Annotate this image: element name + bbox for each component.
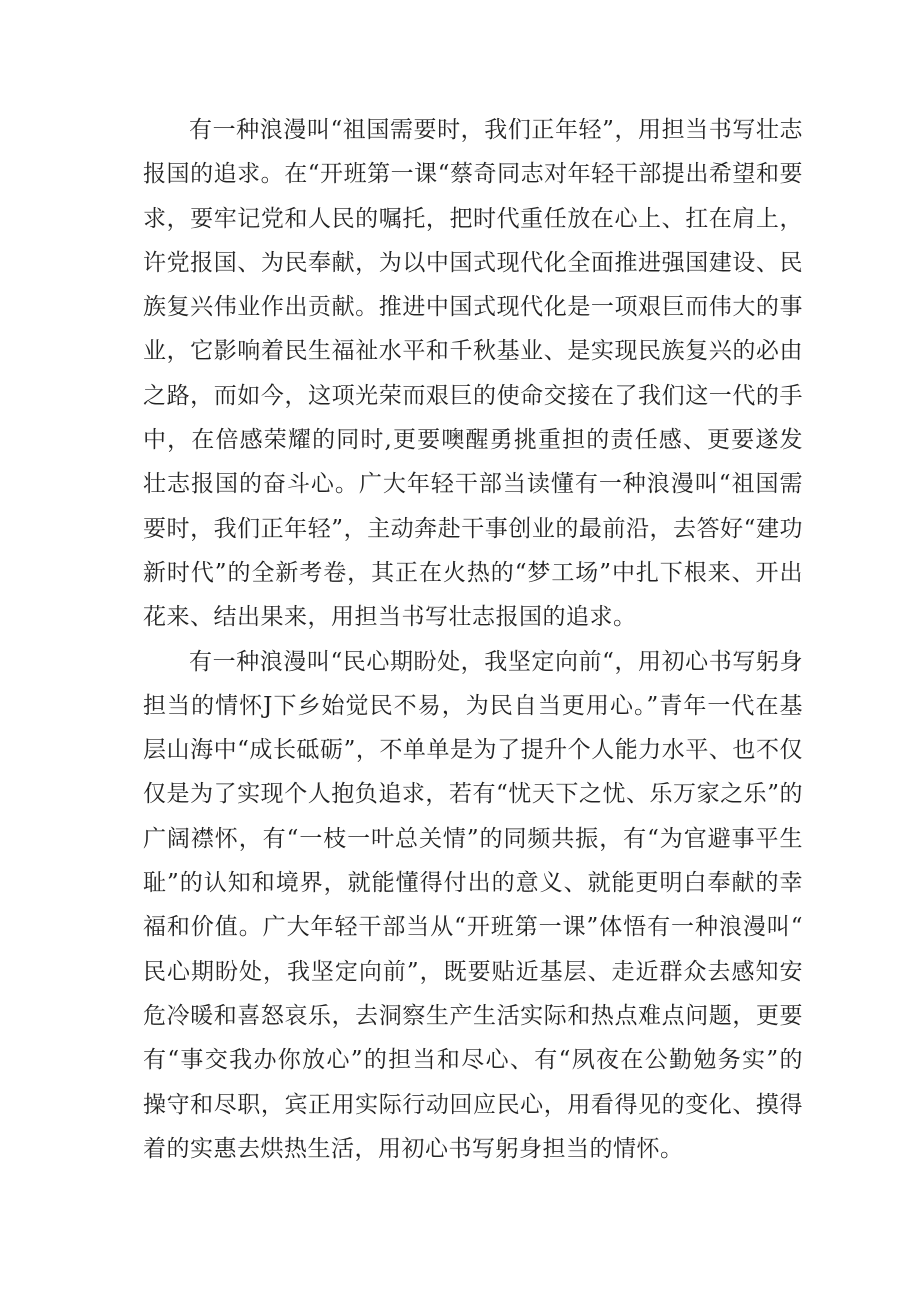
document-body: [143, 108, 803, 1171]
paragraph-1: 有一种浪漫叫“祖国需要时，我们正年轻”，用担当书写壮志报国的追求。在“开班第一课“蔡奇同志对年轻干部提出希望和要求，要牢记党和人民的嘱托，把时代重任放在心上、扛在肩上，许党报国、为民奉献，为以中国式现代化全面推进强国建设、民族复兴伟业作出贡献。推进中国式现代化是一项艰巨而伟大的事业，它影响着民生福祉水平和千秋基业、是实现民族复兴的必由之路，而如今，这项光荣而艰巨的使命交接在了我们这一代的手中，在倍感荣耀的同时,更要噢醒勇挑重担的责任感、更要遂发壮志报国的奋斗心。广大年轻干部当读懂有一种浪漫叫“祖国需要时，我们正年轻”，主动奔赴干事创业的最前沿，去答好“建功新时代”的全新考卷，其正在火热的“梦工场”中扎下根来、开出花来、结出果来，用担当书写壮志报国的追求。: [143, 117, 803, 631]
paragraph-2: 有一种浪漫叫“民心期盼处，我坚定向前“，用初心书写躬身担当的情怀J下乡始觉民不易，为民自当更用心。”青年一代在基层山海中“成长砥砺”，不单单是为了提升个人能力水平、也不仅仅是为了实现个人抱负追求，若有“忧天下之忧、乐万家之乐”的广阔襟怀，有“一枝一叶总关情”的同频共振，有“为官避事平生耻”的认知和境界，就能懂得付出的意义、就能更明白奉献的幸福和价值。广大年轻干部当从“开班第一课”体悟有一种浪漫叫“民心期盼处，我坚定向前”，既要贴近基层、走近群众去感知安危冷暖和喜怒哀乐，去洞察生产生活实际和热点难点问题，更要有“事交我办你放心”的担当和尽心、有“夙夜在公勤勉务实”的操守和尽职，宾正用实际行动回应民心，用看得见的变化、摸得着的实惠去烘热生活，用初心书写躬身担当的情怀。: [143, 648, 803, 1162]
